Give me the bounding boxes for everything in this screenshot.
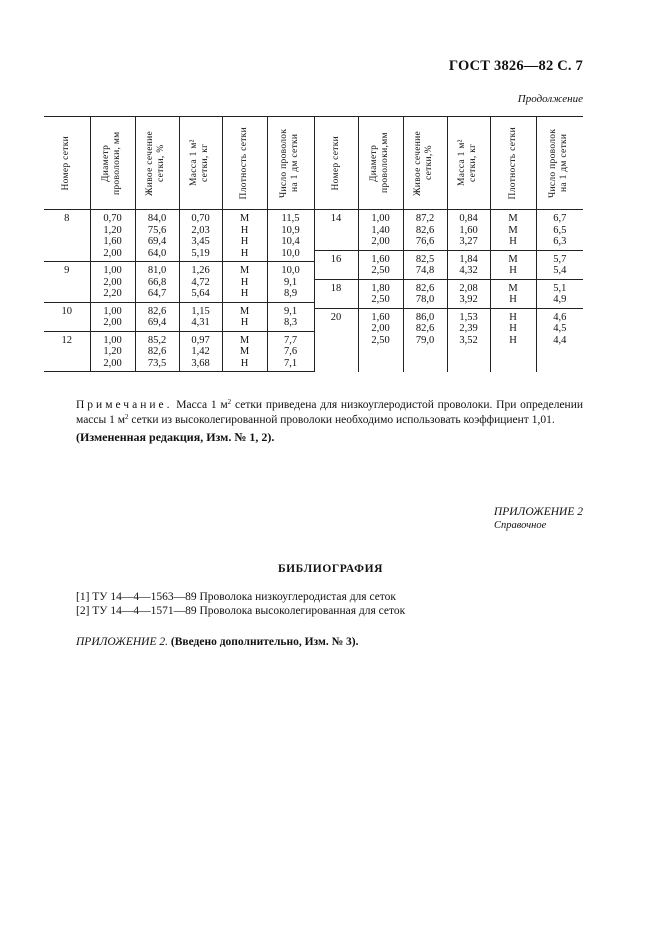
cell-wire-count: 10,0 9,1 8,9 <box>267 262 314 303</box>
cell-open-area: 87,2 82,6 76,6 <box>403 210 447 251</box>
cell-mesh-number: 16 <box>314 250 358 279</box>
appendix-footer <box>76 636 358 648</box>
cell-open-area: 86,0 82,6 79,0 <box>403 308 447 372</box>
cell-mass: 1,15 4,31 <box>179 302 222 331</box>
cell-mesh-number: 20 <box>314 308 358 372</box>
cell-diameter: 1,60 2,50 <box>358 250 403 279</box>
note-text-a: Масса 1 м <box>176 399 228 411</box>
table-header-row <box>44 117 583 210</box>
cell-mass: 1,53 2,39 3,52 <box>447 308 490 372</box>
cell-mesh-number: 9 <box>44 262 90 303</box>
footer-appendix-ref: ПРИЛОЖЕНИЕ 2. <box>76 636 168 648</box>
appendix-title: ПРИЛОЖЕНИЕ 2 <box>493 506 583 518</box>
col-header: Живое сечение сетки, % <box>135 117 179 210</box>
cell-wire-count: 9,1 8,3 <box>267 302 314 331</box>
cell-density: М Н <box>490 250 536 279</box>
bibliography-list <box>76 590 405 618</box>
cell-mass: 0,97 1,42 3,68 <box>179 331 222 372</box>
cell-diameter: 0,70 1,20 1,60 2,00 <box>90 210 135 262</box>
cell-open-area: 82,5 74,8 <box>403 250 447 279</box>
appendix-type: Справочное <box>494 520 547 531</box>
cell-open-area: 84,0 75,6 69,4 64,0 <box>135 210 179 262</box>
note-superscript-2: 2 <box>125 413 129 421</box>
cell-wire-count: 11,5 10,9 10,4 10,0 <box>267 210 314 262</box>
cell-open-area: 85,2 82,6 73,5 <box>135 331 179 372</box>
col-header: Плотность сетки <box>490 117 536 210</box>
cell-mass: 0,70 2,03 3,45 5,19 <box>179 210 222 262</box>
cell-density: М М Н <box>222 331 267 372</box>
col-header: Плотность сетки <box>222 117 267 210</box>
cell-mesh-number: 12 <box>44 331 90 372</box>
col-header: Диаметр проволоки, мм <box>90 117 135 210</box>
col-header: Масса 1 м² сетки, кг <box>447 117 490 210</box>
mesh-spec-table <box>44 116 583 372</box>
continuation-label: Продолжение <box>517 93 583 105</box>
cell-density: М Н <box>222 302 267 331</box>
cell-density: М М Н <box>490 210 536 251</box>
cell-wire-count: 6,7 6,5 6,3 <box>536 210 583 251</box>
table-note <box>76 398 583 428</box>
cell-mesh-number: 10 <box>44 302 90 331</box>
cell-density: М Н Н <box>222 262 267 303</box>
cell-open-area: 81,0 66,8 64,7 <box>135 262 179 303</box>
page-header: ГОСТ 3826—82 С. 7 <box>448 58 583 74</box>
col-header: Диаметр проволоки,мм <box>358 117 403 210</box>
note-line2-a: массы 1 м <box>76 414 126 426</box>
list-item: [1] ТУ 14—4—1563—89 Проволока низкоуглеродистая для сеток <box>76 591 397 603</box>
cell-diameter: 1,00 1,20 2,00 <box>90 331 135 372</box>
cell-diameter: 1,80 2,50 <box>358 279 403 308</box>
cell-density: М Н Н Н <box>222 210 267 262</box>
cell-mass: 1,26 4,72 5,64 <box>179 262 222 303</box>
cell-mass: 1,84 4,32 <box>447 250 490 279</box>
cell-density: М Н <box>490 279 536 308</box>
cell-diameter: 1,00 1,40 2,00 <box>358 210 403 251</box>
cell-wire-count: 7,7 7,6 7,1 <box>267 331 314 372</box>
cell-wire-count: 5,7 5,4 <box>536 250 583 279</box>
col-header: Число проволок на 1 дм сетки <box>536 117 583 210</box>
note-line2-b: сетки из высоколегированной проволоки необходимо использовать коэффициент 1,01. <box>131 414 555 426</box>
cell-diameter: 1,00 2,00 2,20 <box>90 262 135 303</box>
cell-wire-count: 4,6 4,5 4,4 <box>536 308 583 372</box>
amendment-note: (Измененная редакция, Изм. № 1, 2). <box>76 430 275 444</box>
bibliography-title: БИБЛИОГРАФИЯ <box>277 563 384 575</box>
footer-amendment: (Введено дополнительно, Изм. № 3). <box>170 636 359 648</box>
note-superscript: 2 <box>227 398 232 406</box>
list-item: [2] ТУ 14—4—1571—89 Проволока высоколегированная для сеток <box>76 605 406 617</box>
cell-diameter: 1,00 2,00 <box>90 302 135 331</box>
col-header: Число проволок на 1 дм сетки <box>267 117 314 210</box>
table-row <box>44 210 583 251</box>
cell-mesh-number: 14 <box>314 210 358 251</box>
cell-open-area: 82,6 78,0 <box>403 279 447 308</box>
cell-density: Н Н Н <box>490 308 536 372</box>
cell-mass: 2,08 3,92 <box>447 279 490 308</box>
col-header: Номер сетки <box>314 117 358 210</box>
note-label: Примечание. <box>76 399 173 411</box>
note-text-b: сетки приведена для низкоуглеродистой проволоки. При определении <box>234 399 584 411</box>
col-header: Масса 1 м² сетки, кг <box>179 117 222 210</box>
cell-diameter: 1,60 2,00 2,50 <box>358 308 403 372</box>
col-header: Номер сетки <box>44 117 90 210</box>
cell-open-area: 82,6 69,4 <box>135 302 179 331</box>
cell-wire-count: 5,1 4,9 <box>536 279 583 308</box>
cell-mass: 0,84 1,60 3,27 <box>447 210 490 251</box>
cell-mesh-number: 8 <box>44 210 90 262</box>
col-header: Живое сечение сетки,% <box>403 117 447 210</box>
cell-mesh-number: 18 <box>314 279 358 308</box>
